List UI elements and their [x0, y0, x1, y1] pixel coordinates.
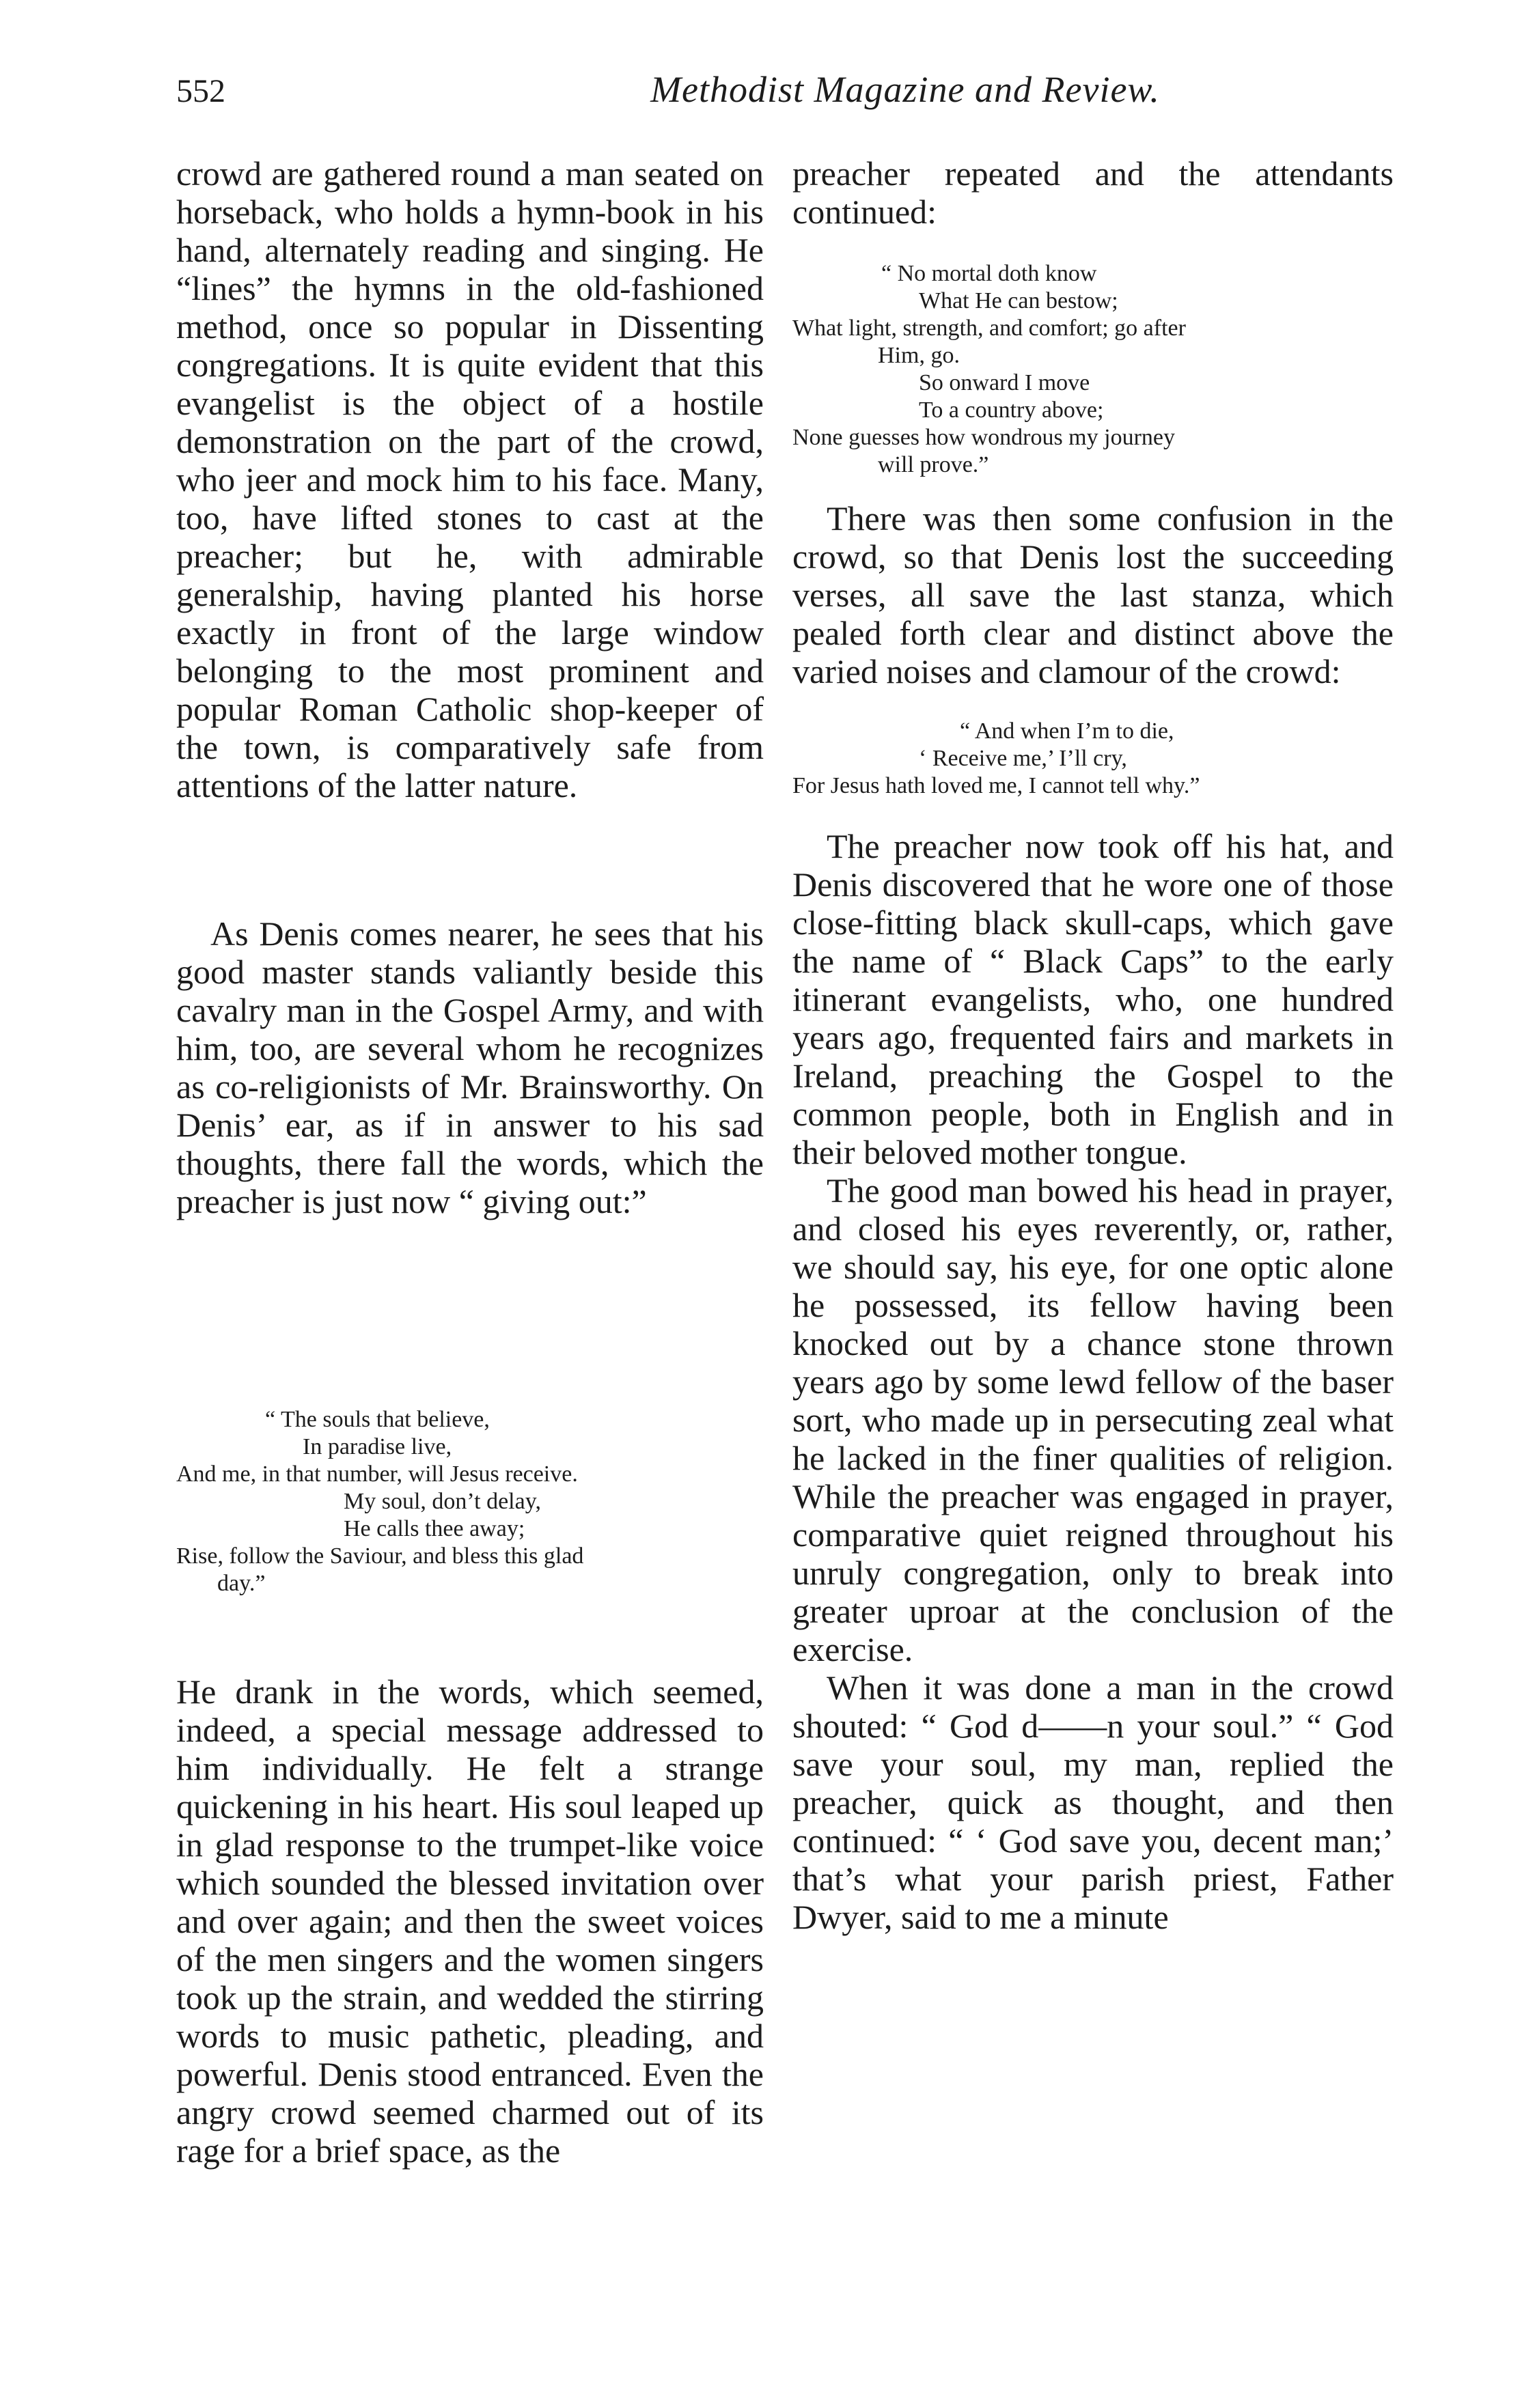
paragraph: The good man bowed his head in prayer, and closed his eyes reverently, or, rather, we should say, his eye, for one optic alone he possessed, its fellow having been knocked out by a chance stone thrown years ago by some lewd fellow of the baser sort, who made up in persecuting zeal what he lacked in the finer qualities of religion. While the preacher was engaged in prayer, comparative quiet reigned throughout his unruly congregation, only to break into greater uproar at the conclusion of the exercise. [792, 1171, 1394, 1668]
verse-line: My soul, don’t delay, [344, 1489, 541, 1514]
verse-line: And me, in that number, will Jesus receive. [176, 1461, 578, 1487]
hymn-verse [176, 1406, 764, 1597]
verse-line: ‘ Receive me,’ I’ll cry, [919, 746, 1127, 771]
paragraph: preacher repeated and the attendants continued: [792, 154, 1394, 231]
verse-line: What light, strength, and comfort; go after [792, 316, 1186, 341]
paragraph: As Denis comes nearer, he sees that his good master stands valiantly beside this cavalry man in the Gospel Army, and with him, too, are several whom he recognizes as co-religionists of Mr. Brainsworthy. On Denis’ ear, as if in answer to his sad thoughts, there fall the words, which the preacher is just now “ giving out:” [176, 914, 764, 1220]
verse-line: Rise, follow the Saviour, and bless this glad [176, 1543, 584, 1569]
verse-line: To a country above; [919, 397, 1104, 423]
hymn-verse [792, 260, 1394, 479]
paragraph: He drank in the words, which seemed, indeed, a special message addressed to him individually. He felt a strange quickening in his heart. His soul leaped up in glad response to the trumpet-like voice which sounded the blessed invitation over and over again; and then the sweet voices of the men singers and the women singers took up the strain, and wedded the stirring words to music pathetic, pleading, and powerful. Denis stood entranced. Even the angry crowd seemed charmed out of its rage for a brief space, as the [176, 1672, 764, 2170]
paragraph: When it was done a man in the crowd shouted: “ God d——n your soul.” “ God save your soul, my man, replied the preacher, quick as thought, and then continued: “ ‘ God save you, decent man;’ that’s what your parish priest, Father Dwyer, said to me a minute [792, 1668, 1394, 1936]
verse-line: “ No mortal doth know [881, 261, 1097, 286]
verse-line: None guesses how wondrous my journey [792, 425, 1175, 450]
running-title: Methodist Magazine and Review. [650, 69, 1160, 110]
verse-line: So onward I move [919, 370, 1090, 395]
verse-line: He calls thee away; [344, 1516, 525, 1541]
left-column [176, 154, 764, 2170]
right-column [792, 154, 1394, 1936]
hymn-verse [792, 718, 1394, 800]
paragraph: crowd are gathered round a man seated on horseback, who holds a hymn-book in his hand, alternately reading and singing. He “lines” the hymns in the old-fashioned method, once so popular in Dissenting congregations. It is quite evident that this evangelist is the object of a hostile demonstration on the part of the crowd, who jeer and mock him to his face. Many, too, have lifted stones to cast at the preacher; but he, with admirable generalship, having planted his horse exactly in front of the large window belonging to the most prominent and popular Roman Catholic shop-keeper of the town, is comparatively safe from attentions of the latter nature. [176, 154, 764, 804]
verse-line: Him, go. [878, 343, 960, 368]
verse-line: “ The souls that believe, [265, 1407, 490, 1432]
paragraph: There was then some confusion in the crowd, so that Denis lost the succeeding verses, all save the last stanza, which pealed forth clear and distinct above the varied noises and clamour of the crowd: [792, 499, 1394, 690]
verse-line: In paradise live, [303, 1434, 452, 1459]
verse-line: “ And when I’m to die, [960, 718, 1174, 744]
verse-line: For Jesus hath loved me, I cannot tell why.” [792, 773, 1200, 798]
verse-line: What He can bestow; [919, 288, 1118, 313]
verse-line: day.” [217, 1571, 266, 1596]
verse-line: will prove.” [878, 452, 989, 477]
paragraph: The preacher now took off his hat, and Denis discovered that he wore one of those close-fitting black skull-caps, which gave the name of “ Black Caps” to the early itinerant evangelists, who, one hundred years ago, frequented fairs and markets in Ireland, preaching the Gospel to the common people, both in English and in their beloved mother tongue. [792, 827, 1394, 1171]
page-number: 552 [176, 73, 225, 109]
